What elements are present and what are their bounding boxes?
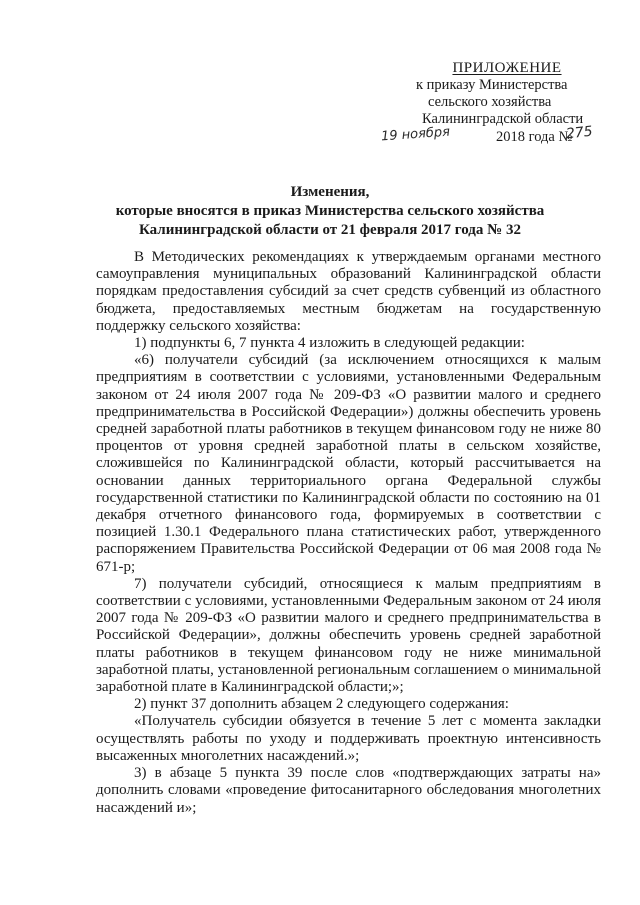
handwritten-date: 19 ноября [380,124,451,145]
paragraph-intro: В Методических рекомендациях к утверждаемым органами местного самоуправления муниципальных образований Калининградской области порядкам предоставления субсидий за счет средств субвенций из областного бюджета, предоставляемых местным бюджетам на государственную поддержку сельского хозяйства: [96,249,601,334]
paragraph-quote: «Получатель субсидии обязуется в течение 5 лет с момента закладки осуществлять работы по уходу и поддерживать проектную интенсивность высаженных многолетних насаждений.»; [96,713,601,764]
appendix-date-line [380,123,624,146]
heading-line-2: которые вносятся в приказ Министерства сельского хозяйства [115,203,545,219]
heading-line-3: Калининградской области от 21 февраля 2017 года № 32 [139,222,521,238]
paragraph-subitem-6: «6) получатели субсидий (за исключением относящихся к малым предприятиям в соответствии с условиями, установленными Федеральным законом от 24 июля 2007 года № 209-ФЗ «О развитии малого и среднего предпринимательства в Российской Федерации») должны обеспечить уровень средней заработной платы работников в текущем финансовом году не ниже 80 процентов от уровня средней заработной платы в сельском хозяйстве, сложившейся по Калининградской области, который рассчитывается на основании данных территориального органа Федеральной службы государственной статистики по Калининградской области по состоянию на 01 декабря отчетного финансового года, формируемых в соответствии с позицией 1.30.1 Федерального плана статистических работ, утвержденного распоряжением Правительства Российской Федерации от 06 мая 2008 года № 671-р; [96,352,601,575]
paragraph-item-1: 1) подпункты 6, 7 пункта 4 изложить в следующей редакции: [134,335,525,352]
handwritten-number: 275 [565,123,594,143]
appendix-block [380,60,624,146]
appendix-title: ПРИЛОЖЕНИЕ [452,60,562,76]
paragraph-subitem-7: 7) получатели субсидий, относящиеся к малым предприятиям в соответствии с условиями, установленными Федеральным законом от 24 июля 2007 года № 209-ФЗ «О развитии малого и среднего предпринимательства в Российской Федерации», должны обеспечить уровень средней заработной платы работников в текущем финансовом году не ниже минимальной заработной платы, установленной региональным соглашением о минимальной заработной плате в Калининградской области;»; [96,575,601,696]
paragraph-item-2: 2) пункт 37 дополнить абзацем 2 следующего содержания: [134,696,509,713]
date-year-text: 2018 года № [496,129,573,145]
paragraph-item-3: 3) в абзаце 5 пункта 39 после слов «подтверждающих затраты на» дополнить словами «проведение фитосанитарного обследования многолетних насаждений и»; [96,765,601,816]
appendix-line-1: к приказу Министерства [416,77,568,93]
heading-line-1: Изменения, [290,184,370,200]
appendix-line-2: сельского хозяйства [428,94,552,110]
appendix-line-3: Калининградской области [422,111,584,127]
document-body [96,249,601,817]
document-heading [90,183,570,240]
